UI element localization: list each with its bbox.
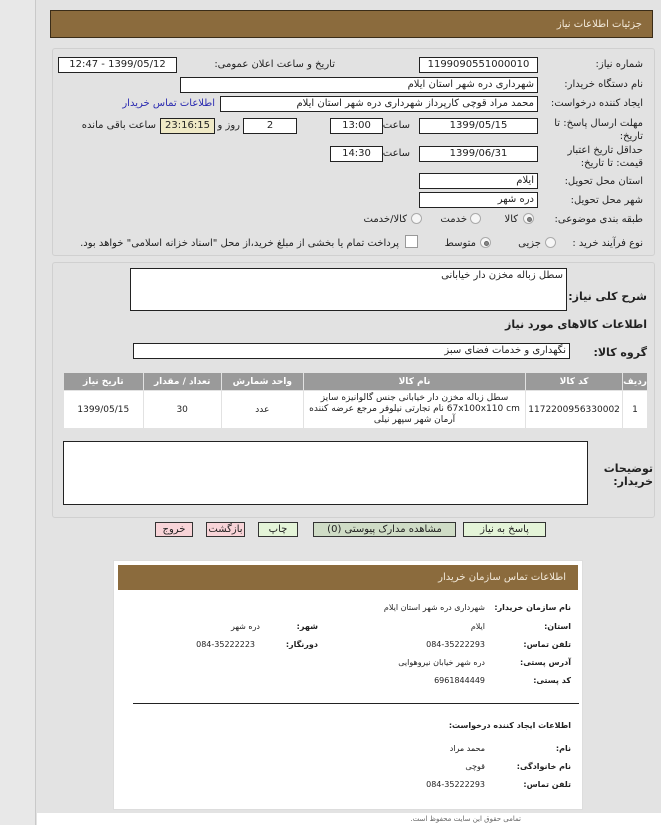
buyer-contact-link[interactable]: اطلاعات تماس خریدار xyxy=(122,98,215,109)
left-strip xyxy=(0,0,36,825)
days-label: روز و xyxy=(217,120,240,131)
deadline-time-field: 13:00 xyxy=(330,118,383,134)
process-label: نوع فرآیند خرید : xyxy=(572,238,643,249)
contact-card-header xyxy=(118,565,578,590)
creator-label: ایجاد کننده درخواست: xyxy=(550,98,643,109)
col-name: نام کالا xyxy=(303,373,525,391)
cell-code: 1172200956330002 xyxy=(526,391,623,429)
category-service-label: خدمت xyxy=(440,214,467,225)
cell-name: سطل زباله مخزن دار خیابانی جنس گالوانیزه سایز 67x100x110 cm نام تجارتی نیلوفر مرجع عرضه کننده آرمان شهر سپهر نیلی xyxy=(303,391,525,429)
need-number-label: شماره نیاز: xyxy=(595,59,643,70)
contact-province: ایلام xyxy=(470,622,485,631)
back-button[interactable]: بازگشت xyxy=(206,522,245,537)
summary-label: شرح کلی نیاز: xyxy=(568,290,647,303)
contact-divider xyxy=(133,703,579,704)
col-code: کد کالا xyxy=(526,373,623,391)
cell-unit: عدد xyxy=(221,391,303,429)
process-radio-medium[interactable] xyxy=(480,237,491,248)
category-radio-goods[interactable] xyxy=(523,213,534,224)
contact-address: دره شهر خیابان نیروهوایی xyxy=(398,658,485,667)
process-radio-minor[interactable] xyxy=(545,237,556,248)
cell-qty: 30 xyxy=(143,391,221,429)
exit-button[interactable]: خروج xyxy=(155,522,193,537)
cell-row: 1 xyxy=(623,391,648,429)
contact-phone: 084-35222293 xyxy=(426,640,485,649)
announce-field: 1399/05/12 - 12:47 xyxy=(58,57,177,73)
col-row: ردیف xyxy=(623,373,648,391)
buyer-contact-card xyxy=(113,560,583,810)
summary-textarea[interactable]: سطل زباله مخزن دار خیابانی xyxy=(130,268,567,311)
page-header xyxy=(50,10,653,38)
province-label: استان محل تحویل: xyxy=(564,176,643,187)
islamic-treasury-checkbox[interactable] xyxy=(405,235,418,248)
time-remaining-field: 23:16:15 xyxy=(160,118,215,134)
validity-time-field: 14:30 xyxy=(330,146,383,162)
goods-group-field: نگهداری و خدمات فضای سبز xyxy=(133,343,570,359)
validity-hour-label: ساعت xyxy=(382,148,410,159)
table-row xyxy=(64,391,648,429)
city-label: شهر محل تحویل: xyxy=(570,195,643,206)
contact-postal: 6961844449 xyxy=(434,676,485,685)
announce-label: تاریخ و ساعت اعلان عمومی: xyxy=(214,59,335,70)
creator-field: محمد مراد قوچی کارپرداز شهرداری دره شهر استان ایلام xyxy=(220,96,538,112)
footer xyxy=(37,813,661,825)
contact-fax: 084-35222223 xyxy=(196,640,255,649)
category-radio-both[interactable] xyxy=(411,213,422,224)
contact-org: شهرداری دره شهر استان ایلام xyxy=(383,603,485,612)
contact-card-title: اطلاعات تماس سازمان خریدار xyxy=(438,572,566,583)
contact-address-label: آدرس پستی: xyxy=(520,658,571,667)
need-number-field: 1199090551000010 xyxy=(419,57,538,73)
payment-note: پرداخت تمام یا بخشی از مبلغ خرید،از محل "اسناد خزانه اسلامی" خواهد بود. xyxy=(80,238,399,249)
cell-date: 1399/05/15 xyxy=(64,391,144,429)
print-button[interactable]: چاپ xyxy=(258,522,298,537)
days-remaining-field: 2 xyxy=(243,118,297,134)
creator-phone-label: تلفن تماس: xyxy=(523,780,571,789)
goods-table xyxy=(63,372,648,429)
contact-phone-label: تلفن تماس: xyxy=(523,640,571,649)
reply-button[interactable]: پاسخ به نیاز xyxy=(463,522,546,537)
deadline-date-field: 1399/05/15 xyxy=(419,118,538,134)
remaining-label: ساعت باقی مانده xyxy=(81,120,156,131)
contact-city-label: شهر: xyxy=(296,622,318,631)
contact-province-label: استان: xyxy=(544,622,571,631)
buyer-org-label: نام دستگاه خریدار: xyxy=(564,79,643,90)
process-medium-label: متوسط xyxy=(444,238,476,249)
category-radio-service[interactable] xyxy=(470,213,481,224)
category-goods-label: کالا xyxy=(504,214,518,225)
creator-family-label: نام خانوادگی: xyxy=(516,762,571,771)
category-both-label: کالا/خدمت xyxy=(363,214,407,225)
validity-label: حداقل تاریخ اعتبار قیمت: تا تاریخ: xyxy=(567,145,643,169)
attachments-button[interactable]: مشاهده مدارک پیوستی (0) xyxy=(313,522,456,537)
city-field: دره شهر xyxy=(419,192,538,208)
province-field: ایلام xyxy=(419,173,538,189)
creator-family: قوچی xyxy=(465,762,485,771)
col-date: تاریخ نیاز xyxy=(64,373,144,391)
deadline-label: مهلت ارسال پاسخ: تا تاریخ: xyxy=(554,118,643,142)
goods-section-title: اطلاعات کالاهای مورد نیاز xyxy=(505,318,647,331)
contact-postal-label: کد پستی: xyxy=(533,676,571,685)
category-label: طبقه بندی موضوعی: xyxy=(554,214,643,225)
buyer-org-field: شهرداری دره شهر استان ایلام xyxy=(180,77,538,93)
col-qty: تعداد / مقدار xyxy=(143,373,221,391)
contact-city: دره شهر xyxy=(231,622,260,631)
buyer-notes-textarea[interactable] xyxy=(63,441,588,505)
buyer-notes-label: توضیحات خریدار: xyxy=(603,462,653,488)
creator-section-title: اطلاعات ایجاد کننده درخواست: xyxy=(448,721,571,730)
creator-name-label: نام: xyxy=(555,744,571,753)
table-header-row xyxy=(64,373,648,391)
contact-org-label: نام سازمان خریدار: xyxy=(494,603,571,612)
page-title: جزئیات اطلاعات نیاز xyxy=(556,19,642,30)
goods-group-label: گروه کالا: xyxy=(593,346,647,359)
process-minor-label: جزیی xyxy=(518,238,541,249)
validity-date-field: 1399/06/31 xyxy=(419,146,538,162)
contact-fax-label: دورنگار: xyxy=(285,640,318,649)
creator-name: محمد مراد xyxy=(449,744,485,753)
col-unit: واحد شمارش xyxy=(221,373,303,391)
creator-phone: 084-35222293 xyxy=(426,780,485,789)
deadline-hour-label: ساعت xyxy=(382,120,410,131)
copyright-text: تمامی حقوق این سایت محفوظ است. xyxy=(410,815,521,823)
